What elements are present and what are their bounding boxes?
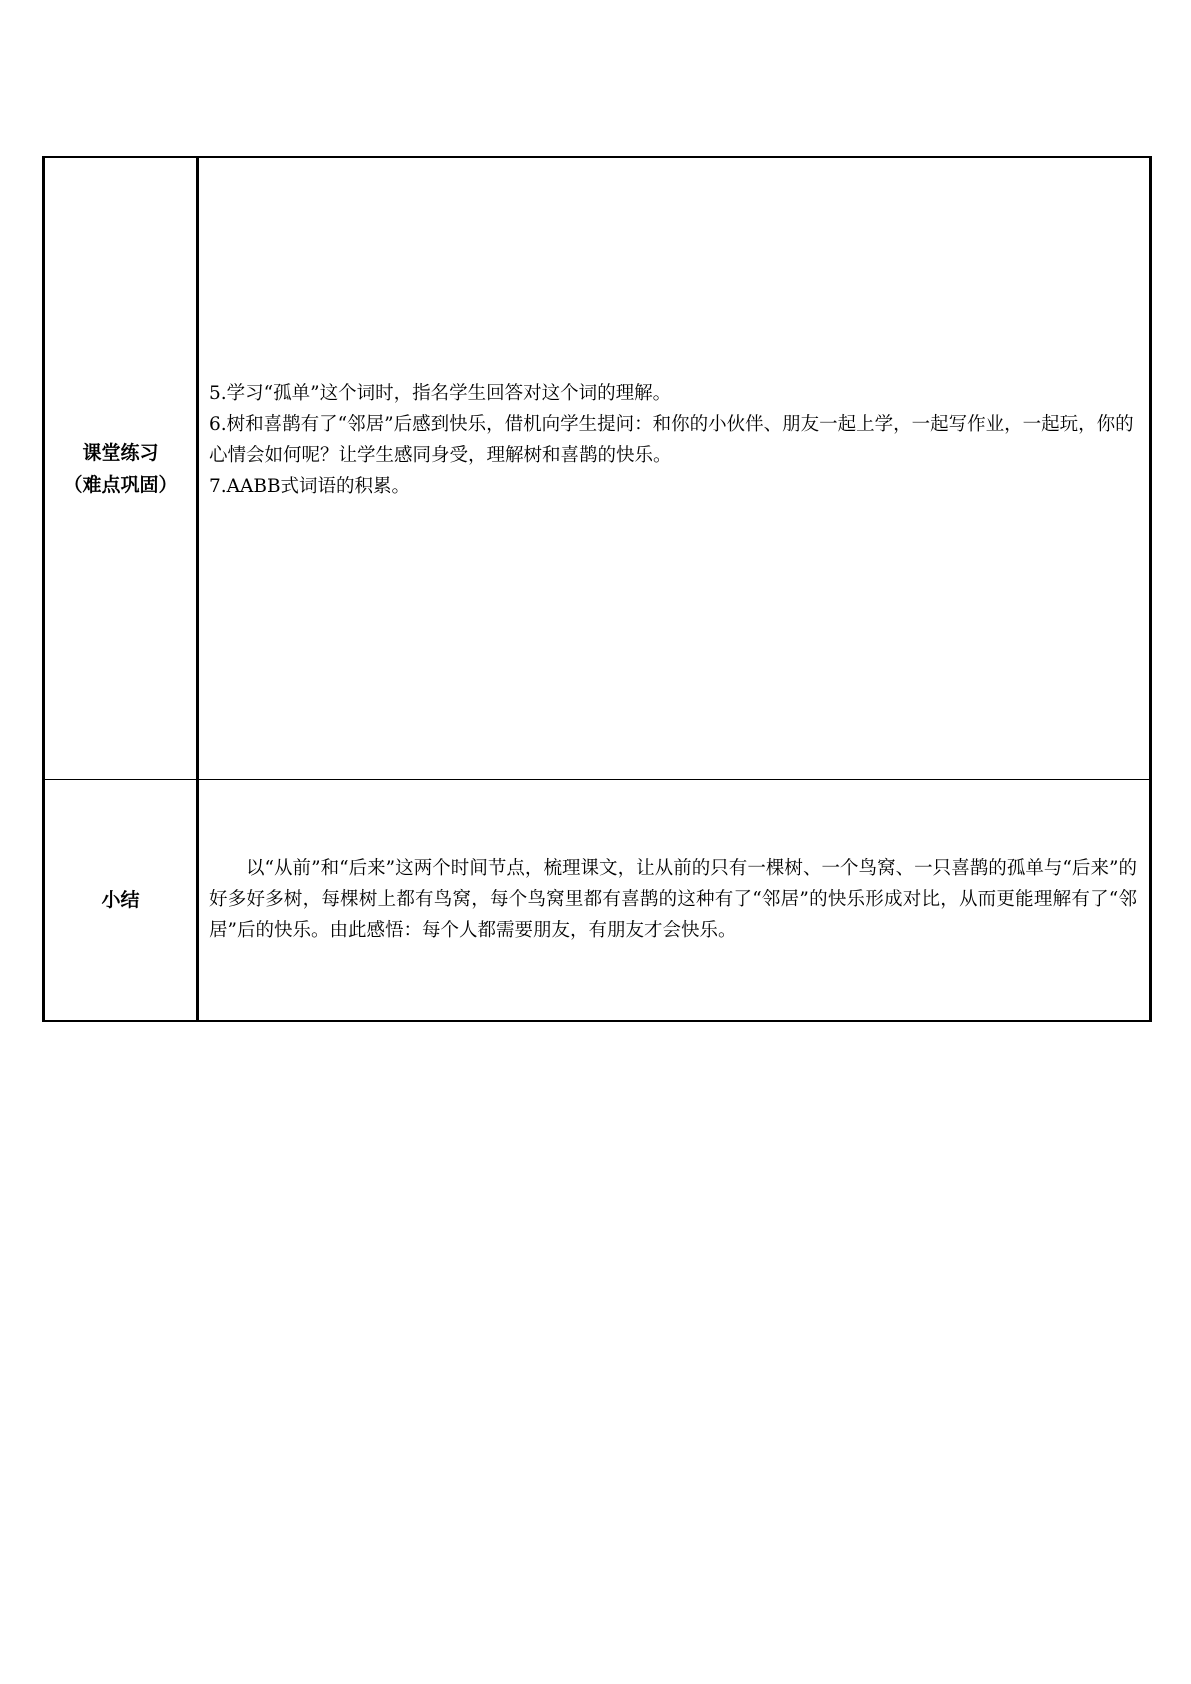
practice-item: 6.树和喜鹊有了“邻居”后感到快乐，借机向学生提问：和你的小伙伴、朋友一起上学，一起写作业，一起玩，你的心情会如何呢？让学生感同身受，理解树和喜鹊的快乐。: [209, 413, 1134, 466]
table-row-summary: [44, 780, 1151, 1022]
practice-item: 5.学习“孤单”这个词时，指名学生回答对这个词的理解。: [209, 382, 672, 404]
row-label-subtitle: （难点巩固）: [63, 473, 178, 496]
table-row-classroom-practice: [44, 157, 1151, 780]
content-cell-summary: [198, 780, 1151, 1022]
lesson-plan-table: [42, 156, 1152, 1022]
row-label-title: 小结: [101, 889, 140, 911]
row-label-classroom-practice: [44, 157, 198, 780]
practice-item: 7.AABB式词语的积累。: [209, 475, 411, 497]
summary-paragraph: 以“从前”和“后来”这两个时间节点，梳理课文，让从前的只有一棵树、一个鸟窝、一只喜鹊的孤单与“后来”的好多好多树，每棵树上都有鸟窝，每个鸟窝里都有喜鹊的这种有了“邻居”的快乐形成对比，从而更能理解有了“邻居”后的快乐。由此感悟：每个人都需要朋友，有朋友才会快乐。: [209, 857, 1137, 941]
content-cell-classroom-practice: [198, 157, 1151, 780]
row-label-summary: [44, 780, 198, 1022]
row-label-title: 课堂练习: [82, 441, 159, 464]
